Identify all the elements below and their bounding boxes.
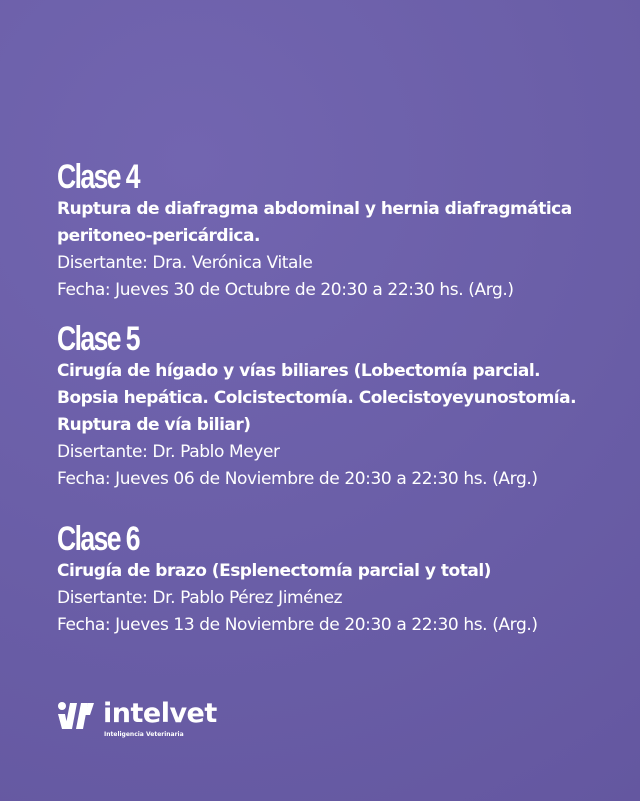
class-block-5	[57, 320, 576, 493]
class-speaker: Disertante: Dr. Pablo Pérez Jiménez	[57, 588, 343, 608]
class-speaker: Disertante: Dra. Verónica Vitale	[57, 253, 313, 273]
class-subject-line: Cirugía de brazo (Esplenectomía parcial y total)	[57, 561, 491, 581]
class-date: Fecha: Jueves 13 de Noviembre de 20:30 a 22:30 hs. (Arg.)	[57, 615, 538, 635]
class-subject-line: Ruptura de diafragma abdominal y hernia diafragmática	[57, 199, 572, 219]
class-speaker: Disertante: Dr. Pablo Meyer	[57, 442, 280, 462]
class-title: Clase 4	[57, 158, 139, 196]
class-date: Fecha: Jueves 30 de Octubre de 20:30 a 22:30 hs. (Arg.)	[57, 280, 514, 300]
class-block-6	[57, 520, 538, 639]
class-subject-line: peritoneo-pericárdica.	[57, 226, 260, 246]
brand-tagline: Inteligencia Veterinaria	[104, 731, 184, 738]
class-title: Clase 5	[57, 320, 139, 358]
class-subject-line: Cirugía de hígado y vías biliares (Lobectomía parcial.	[57, 361, 541, 381]
class-subject-line: Ruptura de vía biliar)	[57, 415, 251, 435]
class-title: Clase 6	[57, 520, 139, 558]
class-block-4	[57, 158, 572, 304]
intelvet-logo-icon	[57, 701, 95, 731]
class-date: Fecha: Jueves 06 de Noviembre de 20:30 a 22:30 hs. (Arg.)	[57, 469, 538, 489]
class-subject-line: Bopsia hepática. Colcistectomía. Colecistoyeyunostomía.	[57, 388, 577, 408]
intelvet-logo	[57, 700, 217, 739]
brand-name: intelvet	[103, 698, 217, 729]
